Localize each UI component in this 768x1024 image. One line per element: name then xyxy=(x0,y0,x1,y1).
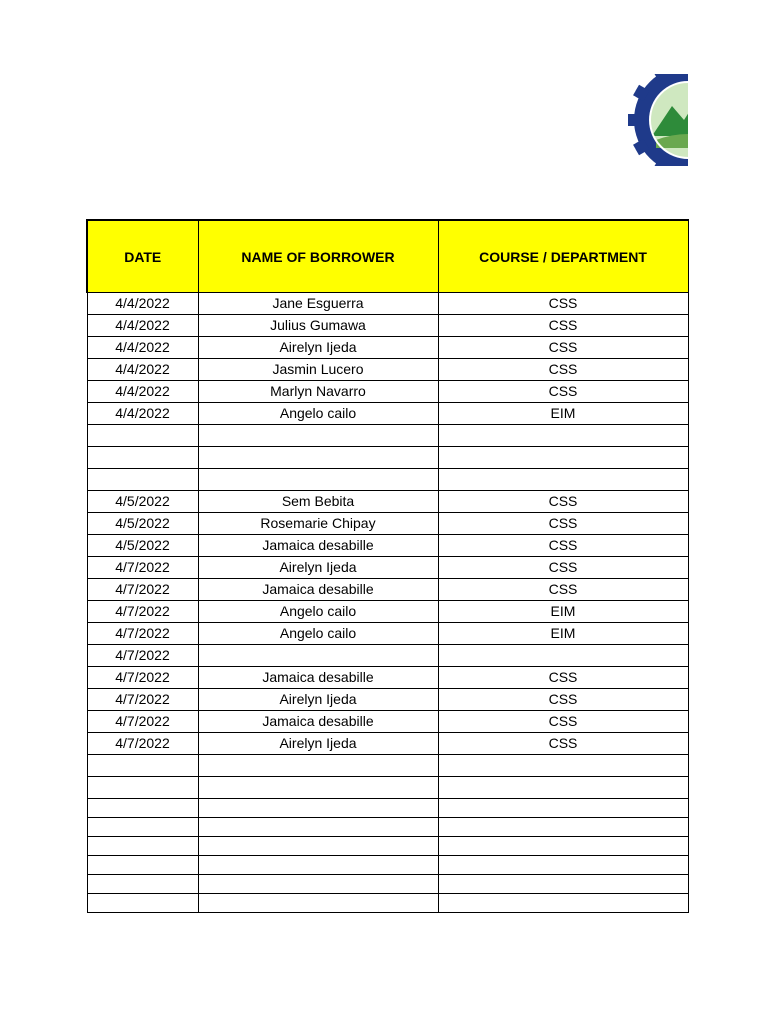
date-cell xyxy=(87,447,198,469)
borrower-name-cell: Airelyn Ijeda xyxy=(198,337,438,359)
date-cell: 4/4/2022 xyxy=(87,403,198,425)
table-row xyxy=(87,667,688,689)
borrower-name-cell: Airelyn Ijeda xyxy=(198,689,438,711)
table-row xyxy=(87,293,688,315)
date-cell xyxy=(87,875,198,894)
borrower-name-cell: Angelo cailo xyxy=(198,601,438,623)
date-cell: 4/7/2022 xyxy=(87,689,198,711)
department-cell: CSS xyxy=(438,535,688,557)
department-cell: CSS xyxy=(438,337,688,359)
table-row xyxy=(87,447,688,469)
department-cell xyxy=(438,447,688,469)
table-row xyxy=(87,491,688,513)
borrower-name-cell xyxy=(198,799,438,818)
department-cell: CSS xyxy=(438,381,688,403)
department-cell xyxy=(438,894,688,913)
date-cell xyxy=(87,469,198,491)
borrower-name-cell xyxy=(198,425,438,447)
table-row xyxy=(87,579,688,601)
borrower-name-cell xyxy=(198,875,438,894)
department-cell xyxy=(438,777,688,799)
date-cell: 4/7/2022 xyxy=(87,711,198,733)
borrower-name-cell: Marlyn Navarro xyxy=(198,381,438,403)
date-cell: 4/4/2022 xyxy=(87,315,198,337)
table-row xyxy=(87,799,688,818)
date-cell: 4/4/2022 xyxy=(87,293,198,315)
table-row xyxy=(87,381,688,403)
department-cell: CSS xyxy=(438,315,688,337)
date-cell: 4/7/2022 xyxy=(87,733,198,755)
borrower-name-cell: Jasmin Lucero xyxy=(198,359,438,381)
department-cell xyxy=(438,645,688,667)
borrower-name-cell: Angelo cailo xyxy=(198,403,438,425)
department-cell xyxy=(438,856,688,875)
department-cell: EIM xyxy=(438,403,688,425)
date-cell xyxy=(87,856,198,875)
borrower-name-cell xyxy=(198,469,438,491)
borrower-name-cell xyxy=(198,447,438,469)
date-cell: 4/7/2022 xyxy=(87,645,198,667)
department-cell: CSS xyxy=(438,491,688,513)
department-cell: CSS xyxy=(438,667,688,689)
table-row xyxy=(87,315,688,337)
department-cell xyxy=(438,755,688,777)
date-cell xyxy=(87,799,198,818)
table-row xyxy=(87,623,688,645)
date-cell: 4/4/2022 xyxy=(87,337,198,359)
table-row xyxy=(87,856,688,875)
table-row xyxy=(87,645,688,667)
table-row xyxy=(87,837,688,856)
borrower-name-cell xyxy=(198,818,438,837)
department-cell: CSS xyxy=(438,733,688,755)
table-row xyxy=(87,689,688,711)
borrower-name-cell: Julius Gumawa xyxy=(198,315,438,337)
table-row xyxy=(87,557,688,579)
borrower-name-cell xyxy=(198,894,438,913)
date-cell: 4/4/2022 xyxy=(87,381,198,403)
department-cell: CSS xyxy=(438,557,688,579)
date-cell: 4/5/2022 xyxy=(87,513,198,535)
table-row xyxy=(87,875,688,894)
date-cell xyxy=(87,837,198,856)
date-cell xyxy=(87,894,198,913)
header-date: DATE xyxy=(87,220,198,293)
date-cell xyxy=(87,818,198,837)
borrower-name-cell xyxy=(198,856,438,875)
table-row xyxy=(87,711,688,733)
date-cell: 4/7/2022 xyxy=(87,667,198,689)
borrower-name-cell: Rosemarie Chipay xyxy=(198,513,438,535)
table-row xyxy=(87,733,688,755)
date-cell: 4/5/2022 xyxy=(87,491,198,513)
department-cell xyxy=(438,469,688,491)
borrower-name-cell: Jamaica desabille xyxy=(198,579,438,601)
table-header-row xyxy=(87,220,688,293)
table-row xyxy=(87,894,688,913)
department-cell: EIM xyxy=(438,623,688,645)
table-row xyxy=(87,818,688,837)
header-department: COURSE / DEPARTMENT xyxy=(438,220,688,293)
borrower-name-cell xyxy=(198,837,438,856)
department-cell xyxy=(438,799,688,818)
table-row xyxy=(87,535,688,557)
table-row xyxy=(87,777,688,799)
table-row xyxy=(87,337,688,359)
borrower-name-cell: Jane Esguerra xyxy=(198,293,438,315)
table-row xyxy=(87,425,688,447)
borrower-name-cell: Jamaica desabille xyxy=(198,667,438,689)
borrower-name-cell xyxy=(198,777,438,799)
department-cell xyxy=(438,837,688,856)
department-cell: CSS xyxy=(438,711,688,733)
date-cell xyxy=(87,755,198,777)
table-row xyxy=(87,359,688,381)
date-cell xyxy=(87,777,198,799)
date-cell: 4/7/2022 xyxy=(87,579,198,601)
table-row xyxy=(87,601,688,623)
department-cell: CSS xyxy=(438,689,688,711)
borrower-name-cell: Airelyn Ijeda xyxy=(198,557,438,579)
borrower-name-cell: Airelyn Ijeda xyxy=(198,733,438,755)
department-cell xyxy=(438,425,688,447)
date-cell: 4/7/2022 xyxy=(87,623,198,645)
borrower-name-cell: Sem Bebita xyxy=(198,491,438,513)
date-cell: 4/4/2022 xyxy=(87,359,198,381)
department-cell xyxy=(438,875,688,894)
table-row xyxy=(87,513,688,535)
department-cell: CSS xyxy=(438,513,688,535)
borrower-name-cell: Jamaica desabille xyxy=(198,535,438,557)
date-cell: 4/5/2022 xyxy=(87,535,198,557)
department-cell: EIM xyxy=(438,601,688,623)
table-row xyxy=(87,403,688,425)
date-cell xyxy=(87,425,198,447)
department-cell xyxy=(438,818,688,837)
borrower-name-cell: Angelo cailo xyxy=(198,623,438,645)
table-row xyxy=(87,755,688,777)
school-logo xyxy=(626,74,688,166)
department-cell: CSS xyxy=(438,579,688,601)
date-cell: 4/7/2022 xyxy=(87,601,198,623)
borrower-log-table xyxy=(86,219,689,913)
borrower-name-cell xyxy=(198,755,438,777)
header-name: NAME OF BORROWER xyxy=(198,220,438,293)
date-cell: 4/7/2022 xyxy=(87,557,198,579)
borrower-name-cell xyxy=(198,645,438,667)
table-row xyxy=(87,469,688,491)
department-cell: CSS xyxy=(438,293,688,315)
borrower-name-cell: Jamaica desabille xyxy=(198,711,438,733)
department-cell: CSS xyxy=(438,359,688,381)
